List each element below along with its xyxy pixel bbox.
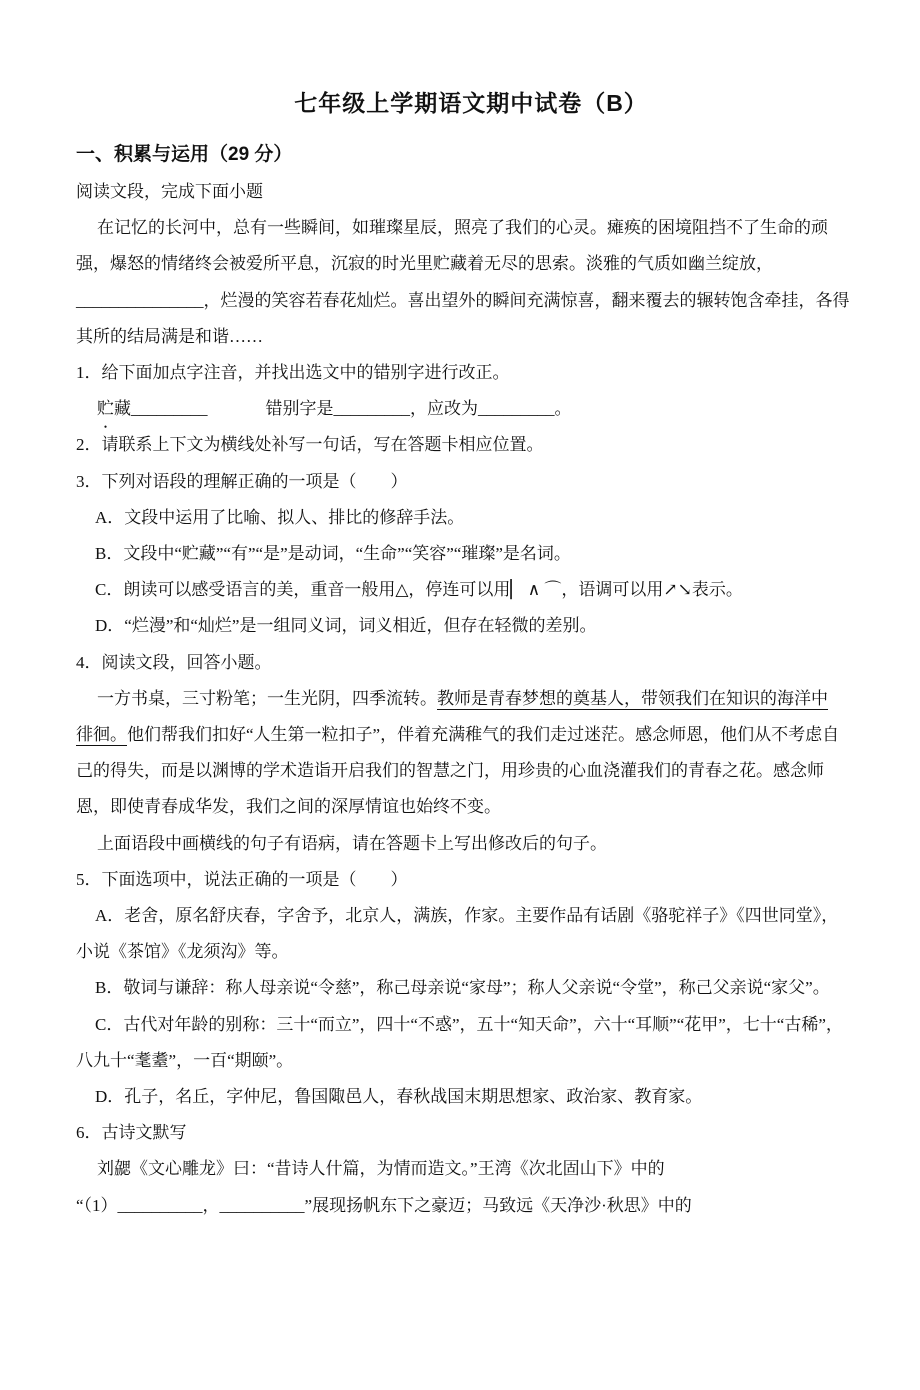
question-3-option-a: A．文段中运用了比喻、拟人、排比的修辞手法。 <box>95 507 465 527</box>
question-3-option-d: D．“烂漫”和“灿烂”是一组同义词，词义相近，但存在轻微的差别。 <box>95 616 597 636</box>
period: 。 <box>554 399 572 419</box>
question-5-option-a-line2: 小说《茶馆》《龙须沟》等。 <box>76 942 289 962</box>
question-5-option-a-line1: A．老舍，原名舒庆春，字舍予，北京人，满族，作家。主要作品有话剧《骆驼祥子》《四世同堂》， <box>95 906 839 926</box>
question-6-blank-line <box>76 1188 866 1224</box>
passage2-line3: 己的得失，而是以渊博的学术造诣开启我们的智慧之门，用珍贵的心血浇灌我们的青春之花。感念师 <box>76 761 824 781</box>
question-3: 3．下列对语段的理解正确的一项是（ ） <box>76 471 408 491</box>
passage1-line2: 强，爆怒的情绪终会被爱所平息，沉寂的时光里贮藏着无尽的思索。淡雅的气质如幽兰绽放， <box>76 254 773 274</box>
question-1: 1．给下面加点字注音，并找出选文中的错别字进行改正。 <box>76 363 510 383</box>
exam-page <box>0 88 920 1224</box>
underlined-sentence-part2: 徘徊。 <box>76 725 127 745</box>
passage1-line4: 其所的结局满是和谐…… <box>76 326 263 346</box>
passage1-line3 <box>76 283 866 319</box>
exam-body <box>76 174 866 1224</box>
word-rest: 藏 <box>114 399 131 419</box>
question-4-task: 上面语段中画横线的句子有语病，请在答题卡上写出修改后的句子。 <box>97 833 607 853</box>
passage2-line1-normal: 一方书桌，三寸粉笔；一生光阴，四季流转。 <box>97 688 437 708</box>
question-3-option-c: C．朗读可以感受语言的美，重音一般用△，停连可以用▏ ∧ ⌒，语调可以用↗↘表示。 <box>95 580 743 600</box>
question-3-option-b: B．文段中“贮藏”“有”“是”是动词，“生命”“笑容”“璀璨”是名词。 <box>95 544 571 564</box>
question-6-intro: 刘勰《文心雕龙》曰：“昔诗人什篇，为情而造文。”王湾《次北固山下》中的 <box>97 1159 665 1179</box>
passage2-line1 <box>76 681 866 717</box>
answer-blank-correct-char: _________ <box>478 399 555 419</box>
question-2: 2．请联系上下文为横线处补写一句话，写在答题卡相应位置。 <box>76 435 544 455</box>
question-5-option-d: D．孔子，名丘，字仲尼，鲁国陬邑人，春秋战国末期思想家、政治家、教育家。 <box>95 1087 703 1107</box>
question-1-answer-line <box>76 391 866 427</box>
dictation-blanks: “（1）__________，__________”展现扬帆东下之豪迈；马致远《天净沙·秋思》中的 <box>76 1195 692 1215</box>
question-4: 4．阅读文段，回答小题。 <box>76 652 272 672</box>
reading-intro: 阅读文段，完成下面小题 <box>76 182 263 201</box>
passage2-line2 <box>76 717 866 753</box>
question-5-option-c-line2: 八九十“耄耋”，一百“期颐”。 <box>76 1050 294 1070</box>
passage2-line2-normal: 他们帮我们扣好“人生第一粒扣子”，伴着充满稚气的我们走过迷茫。感念师恩，他们从不考虑自 <box>127 725 840 745</box>
passage2-line4: 恩，即使青春成华发，我们之间的深厚情谊也始终不变。 <box>76 797 501 817</box>
question-5-option-c-line1: C．古代对年龄的别称：三十“而立”，四十“不惑”，五十“知天命”，六十“耳顺”“花甲”，七十“古稀”， <box>95 1014 843 1034</box>
answer-blank-pinyin: _________ <box>131 399 208 419</box>
question-5: 5．下面选项中，说法正确的一项是（ ） <box>76 869 408 889</box>
wrong-char-label: 错别字是 <box>265 399 334 419</box>
passage1-line1: 在记忆的长河中，总有一些瞬间，如璀璨星辰，照亮了我们的心灵。瘫痪的困境阻挡不了生命的顽 <box>97 218 828 238</box>
question-5-option-b: B．敬词与谦辞：称人母亲说“令慈”，称己母亲说“家母”；称人父亲说“令堂”，称己父亲说“家父”。 <box>95 978 830 998</box>
dotted-character: 贮 <box>97 399 114 419</box>
section-heading: 一、积累与运用（29 分） <box>76 144 293 165</box>
question-6: 6．古诗文默写 <box>76 1123 187 1143</box>
fix-label: ，应改为 <box>410 399 478 419</box>
exam-title: 七年级上学期语文期中试卷（B） <box>294 90 648 116</box>
fill-in-blank: _______________，烂漫的笑容若春花灿烂。喜出望外的瞬间充满惊喜，翻来覆去的辗转饱含牵挂，各得 <box>76 290 850 310</box>
underlined-sentence-part1: 教师是青春梦想的奠基人，带领我们在知识的海洋中 <box>437 688 828 708</box>
answer-blank-wrong-char: _________ <box>333 399 410 419</box>
